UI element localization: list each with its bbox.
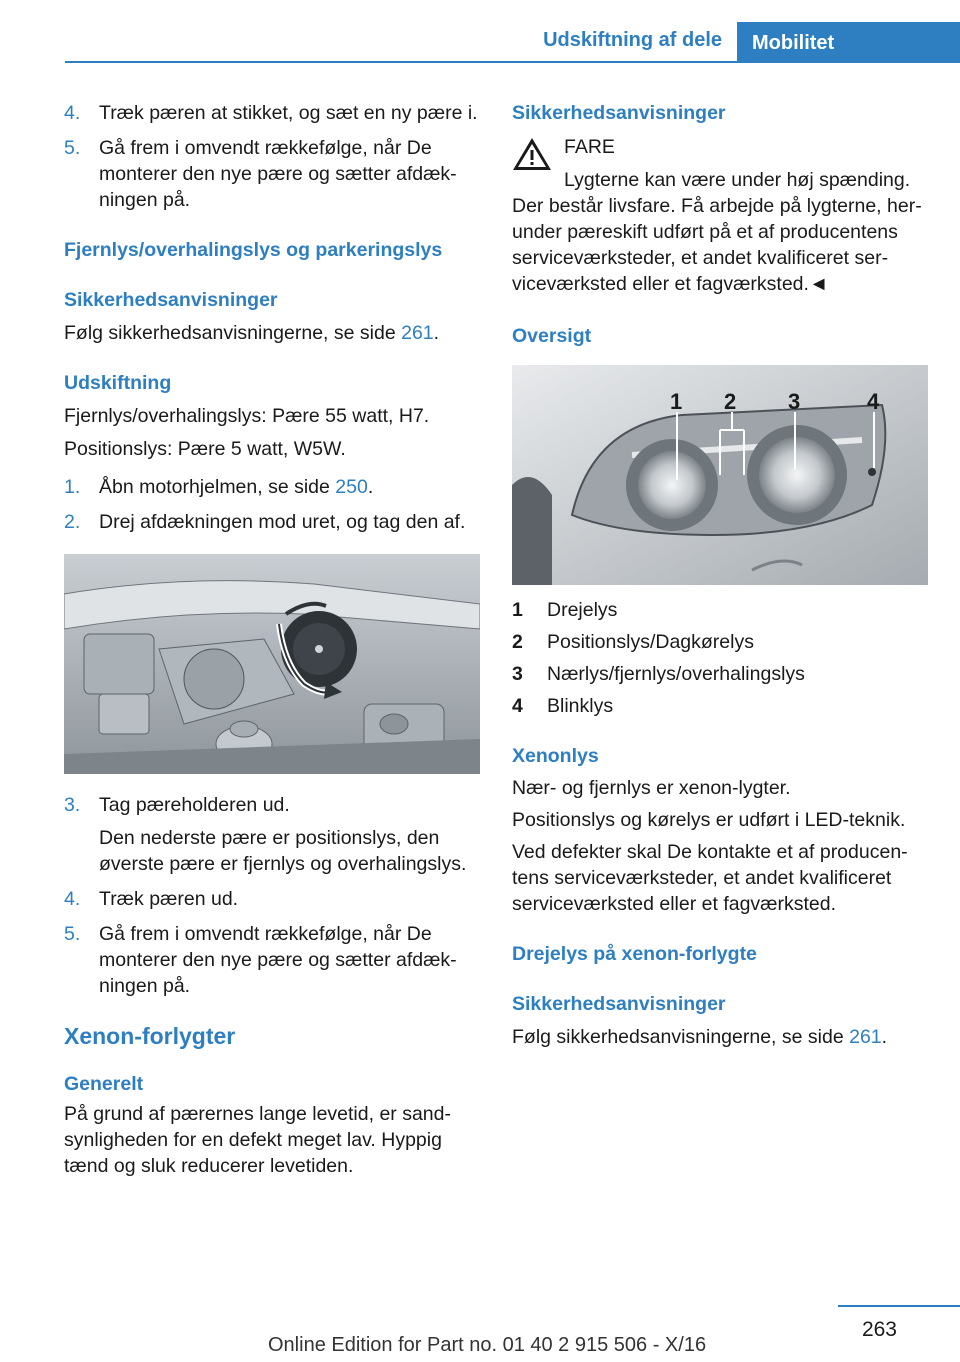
punct: . [433, 322, 440, 344]
headlight-figure [512, 365, 928, 585]
legend-number: 2 [512, 631, 523, 653]
list-text: Drej afdækningen mod uret, og tag den af. [99, 511, 466, 533]
list-number: 4. [64, 888, 81, 910]
fare-text: Der består livsfare. Få arbejde på lygterne, her‐under pæreskift udført på et af producentens serviceværksteder, et andet kvalificeret ser‐viceværksted eller et fagværksted.◄ [512, 195, 922, 295]
xenonlys-line-1: Nær- og fjernlys er xenon-lygter. [512, 777, 791, 799]
legend-item [512, 629, 930, 655]
list-item [64, 886, 482, 912]
list-number: 2. [64, 511, 81, 533]
list-text: Tag pæreholderen ud. [99, 794, 290, 816]
list-text: Gå frem i omvendt rækkefølge, når De monterer den nye pære og sætter afdæk‐ningen på. [99, 923, 457, 997]
callout-4: 4 [867, 389, 880, 414]
callout-1: 1 [670, 389, 683, 414]
step3-detail: Den nederste pære er positionslys, den øverste pære er fjernlys og overhalingslys. [99, 827, 467, 875]
danger-warning [512, 134, 930, 297]
sikkerhed-text-body: Følg sikkerhedsanvisningerne, se side [64, 322, 396, 344]
list-number: 5. [64, 923, 81, 945]
xenonlys-line-2: Positionslys og kørelys er udført i LED-teknik. [512, 809, 906, 831]
punct: . [881, 1026, 888, 1048]
list-item [64, 792, 482, 818]
punct: . [367, 476, 374, 498]
list-text: Træk pæren at stikket, og sæt en ny pære i. [99, 102, 478, 124]
fare-label: FARE [564, 136, 615, 158]
legend-item [512, 597, 930, 623]
page-link-261[interactable]: 261 [401, 322, 434, 344]
sikkerhed-text-2 [512, 1024, 930, 1050]
list-text: Gå frem i omvendt rækkefølge, når De monterer den nye pære og sætter afdæk‐ningen på. [99, 137, 457, 211]
list-text: Træk pæren ud. [99, 888, 239, 910]
legend-item [512, 661, 930, 687]
callout-3: 3 [788, 389, 801, 414]
heading-xenon-forlygter: Xenon-forlygter [64, 1023, 236, 1049]
legend-label: Nærlys/fjernlys/overhalingslys [547, 663, 805, 685]
header-section-title: Udskiftning af dele [543, 29, 722, 51]
list-number: 1. [64, 476, 81, 498]
list-item [64, 100, 482, 126]
headlight-illustration [512, 365, 928, 585]
page-link-261[interactable]: 261 [849, 1026, 882, 1048]
heading-generelt: Generelt [64, 1073, 144, 1095]
heading-udskiftning: Udskiftning [64, 372, 172, 394]
header-tab-mobilitet[interactable]: Mobilitet [737, 22, 960, 62]
heading-sikkerhed: Sikkerhedsanvisninger [64, 289, 278, 311]
engine-bay-figure [64, 554, 480, 774]
callout-2: 2 [724, 389, 737, 414]
legend-item [512, 693, 930, 719]
page-link-250[interactable]: 250 [335, 476, 368, 498]
left-column [64, 100, 482, 1179]
sikkerhed-text [64, 320, 482, 346]
heading-drejelys: Drejelys på xenon-forlygte [512, 943, 757, 965]
warning-triangle-icon [512, 136, 552, 172]
engine-bay-illustration [64, 554, 480, 774]
sikkerhed-text-2-body: Følg sikkerhedsanvisningerne, se side [512, 1026, 844, 1048]
footer-rule [838, 1305, 960, 1307]
right-column [512, 100, 930, 1050]
list-item [64, 135, 482, 213]
heading-sikkerhed-2: Sikkerhedsanvisninger [512, 993, 726, 1015]
list-item [64, 921, 482, 999]
udskiftning-line-1: Fjernlys/overhalingslys: Pære 55 watt, H7. [64, 405, 430, 427]
legend-label: Blinklys [547, 695, 614, 717]
page-number: 263 [861, 1318, 897, 1341]
legend-number: 1 [512, 599, 523, 621]
heading-sikkerhed-right: Sikkerhedsanvisninger [512, 102, 726, 124]
heading-oversigt: Oversigt [512, 325, 592, 347]
heading-fjernlys: Fjernlys/overhalingslys og parkeringslys [64, 239, 443, 261]
header-rule [65, 61, 960, 63]
udskiftning-line-2: Positionslys: Pære 5 watt, W5W. [64, 438, 346, 460]
list-item [64, 509, 482, 535]
list-number: 4. [64, 102, 81, 124]
list-text: Åbn motorhjelmen, se side [99, 476, 330, 498]
xenonlys-line-3: Ved defekter skal De kontakte et af producen‐tens serviceværksteder, et andet kvalificeret serviceværksted eller et fagværksted. [512, 841, 908, 915]
list-item [64, 474, 482, 500]
legend-number: 3 [512, 663, 523, 685]
footer-edition: Online Edition for Part no. 01 40 2 915 506 - X/16 [268, 1334, 707, 1356]
legend-label: Drejelys [547, 599, 618, 621]
list-number: 3. [64, 794, 81, 816]
list-number: 5. [64, 137, 81, 159]
fare-line-1: Lygterne kan være under høj spænding. [564, 169, 911, 191]
heading-xenonlys: Xenonlys [512, 745, 599, 767]
legend-number: 4 [512, 695, 523, 717]
legend-label: Positionslys/Dagkørelys [547, 631, 754, 653]
generelt-text: På grund af pærernes lange levetid, er sand‐synligheden for en defekt meget lav. Hyppig tænd og sluk reducerer levetiden. [64, 1103, 451, 1177]
